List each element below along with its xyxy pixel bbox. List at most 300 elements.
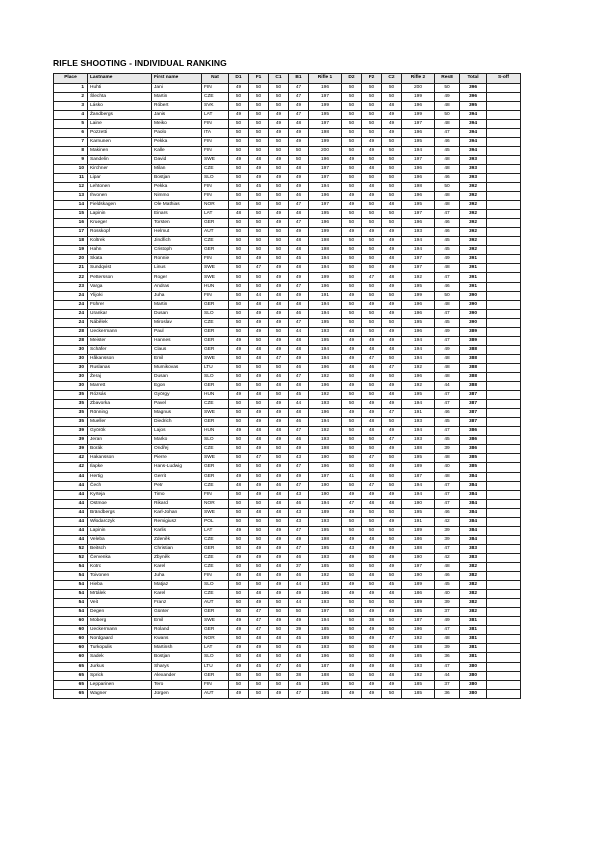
cell-f1: 49 bbox=[249, 318, 269, 327]
cell-d2: 50 bbox=[342, 572, 362, 581]
header-place: Place bbox=[54, 74, 88, 84]
cell-d1: 50 bbox=[229, 291, 249, 300]
cell-res8: 47 bbox=[435, 427, 460, 436]
cell-soff bbox=[487, 626, 521, 635]
table-row bbox=[54, 526, 521, 535]
cell-b1: 47 bbox=[289, 110, 309, 119]
cell-place: 21 bbox=[54, 264, 88, 273]
cell-res8: 45 bbox=[435, 237, 460, 246]
cell-rifle2: 195 bbox=[402, 391, 435, 400]
cell-rifle2: 199 bbox=[402, 110, 435, 119]
cell-rifle1: 193 bbox=[309, 517, 342, 526]
cell-nat: SLO bbox=[202, 373, 229, 382]
cell-b1: 48 bbox=[289, 345, 309, 354]
header-d1: D1 bbox=[229, 74, 249, 84]
cell-d1: 50 bbox=[229, 590, 249, 599]
cell-d2: 50 bbox=[342, 273, 362, 282]
table-row bbox=[54, 689, 521, 698]
cell-firstname: Mumikovas bbox=[152, 363, 202, 372]
cell-nat: SWE bbox=[202, 155, 229, 164]
cell-b1: 49 bbox=[289, 228, 309, 237]
cell-b1: 48 bbox=[289, 164, 309, 173]
cell-f2: 48 bbox=[362, 345, 382, 354]
cell-place: 44 bbox=[54, 481, 88, 490]
cell-c1: 49 bbox=[269, 400, 289, 409]
cell-f1: 50 bbox=[249, 192, 269, 201]
cell-soff bbox=[487, 553, 521, 562]
cell-place: 23 bbox=[54, 282, 88, 291]
cell-soff bbox=[487, 490, 521, 499]
cell-rifle2: 186 bbox=[402, 590, 435, 599]
cell-firstname: Bostjan bbox=[152, 653, 202, 662]
cell-b1: 49 bbox=[289, 535, 309, 544]
cell-d2: 47 bbox=[342, 499, 362, 508]
cell-rifle2: 187 bbox=[402, 617, 435, 626]
cell-f1: 50 bbox=[249, 499, 269, 508]
cell-soff bbox=[487, 101, 521, 110]
cell-nat: CZE bbox=[202, 318, 229, 327]
cell-res8: 48 bbox=[435, 635, 460, 644]
cell-rifle2: 195 bbox=[402, 508, 435, 517]
cell-soff bbox=[487, 219, 521, 228]
cell-f1: 48 bbox=[249, 354, 269, 363]
cell-f1: 48 bbox=[249, 590, 269, 599]
cell-c1: 49 bbox=[269, 336, 289, 345]
cell-place: 28 bbox=[54, 336, 88, 345]
cell-rifle1: 196 bbox=[309, 382, 342, 391]
cell-nat: FIN bbox=[202, 490, 229, 499]
cell-d2: 50 bbox=[342, 146, 362, 155]
cell-rifle1: 192 bbox=[309, 572, 342, 581]
cell-total: 385 bbox=[460, 454, 487, 463]
cell-rifle2: 192 bbox=[402, 273, 435, 282]
cell-b1: 46 bbox=[289, 499, 309, 508]
cell-rifle2: 188 bbox=[402, 445, 435, 454]
cell-d2: 49 bbox=[342, 535, 362, 544]
cell-place: 4 bbox=[54, 110, 88, 119]
table-row bbox=[54, 653, 521, 662]
cell-rifle2: 196 bbox=[402, 626, 435, 635]
cell-total: 384 bbox=[460, 481, 487, 490]
cell-c2: 50 bbox=[382, 689, 402, 698]
cell-c2: 49 bbox=[382, 400, 402, 409]
table-row bbox=[54, 119, 521, 128]
cell-c1: 50 bbox=[269, 653, 289, 662]
cell-b1: 47 bbox=[289, 373, 309, 382]
cell-rifle1: 194 bbox=[309, 300, 342, 309]
cell-rifle2: 197 bbox=[402, 562, 435, 571]
table-row bbox=[54, 173, 521, 182]
cell-rifle2: 193 bbox=[402, 228, 435, 237]
cell-res8: 40 bbox=[435, 590, 460, 599]
cell-f1: 50 bbox=[249, 363, 269, 372]
cell-b1: 47 bbox=[289, 544, 309, 553]
cell-d2: 50 bbox=[342, 391, 362, 400]
table-row bbox=[54, 544, 521, 553]
cell-firstname: Einars bbox=[152, 210, 202, 219]
cell-lastname: Ylijoki bbox=[88, 291, 152, 300]
cell-d2: 50 bbox=[342, 237, 362, 246]
cell-f1: 50 bbox=[249, 517, 269, 526]
cell-res8: 47 bbox=[435, 336, 460, 345]
cell-lastname: Žeraj bbox=[88, 373, 152, 382]
cell-total: 394 bbox=[460, 146, 487, 155]
cell-place: 28 bbox=[54, 327, 88, 336]
cell-soff bbox=[487, 418, 521, 427]
cell-lastname: Čech bbox=[88, 481, 152, 490]
cell-rifle2: 194 bbox=[402, 481, 435, 490]
cell-firstname: Pavel bbox=[152, 400, 202, 409]
cell-c2: 47 bbox=[382, 436, 402, 445]
cell-lastname: Veleba bbox=[88, 535, 152, 544]
cell-f2: 49 bbox=[362, 662, 382, 671]
cell-res8: 47 bbox=[435, 309, 460, 318]
cell-d2: 50 bbox=[342, 562, 362, 571]
cell-f2: 48 bbox=[362, 418, 382, 427]
cell-rifle1: 191 bbox=[309, 291, 342, 300]
cell-lastname: Führer bbox=[88, 300, 152, 309]
cell-f2: 49 bbox=[362, 635, 382, 644]
cell-res8: 48 bbox=[435, 562, 460, 571]
cell-d2: 50 bbox=[342, 436, 362, 445]
cell-f1: 50 bbox=[249, 336, 269, 345]
table-header bbox=[54, 74, 521, 84]
cell-firstname: Egon bbox=[152, 382, 202, 391]
cell-nat: CZE bbox=[202, 92, 229, 101]
cell-f1: 47 bbox=[249, 608, 269, 617]
cell-f1: 45 bbox=[249, 662, 269, 671]
cell-d2: 49 bbox=[342, 490, 362, 499]
cell-total: 393 bbox=[460, 155, 487, 164]
table-row bbox=[54, 354, 521, 363]
cell-lastname: Jurkus bbox=[88, 662, 152, 671]
table-row bbox=[54, 553, 521, 562]
cell-soff bbox=[487, 237, 521, 246]
cell-c2: 50 bbox=[382, 526, 402, 535]
cell-d2: 50 bbox=[342, 626, 362, 635]
cell-place: 19 bbox=[54, 246, 88, 255]
cell-total: 386 bbox=[460, 436, 487, 445]
cell-rifle2: 194 bbox=[402, 400, 435, 409]
cell-c1: 49 bbox=[269, 581, 289, 590]
table-row bbox=[54, 309, 521, 318]
cell-rifle1: 198 bbox=[309, 128, 342, 137]
cell-rifle1: 194 bbox=[309, 418, 342, 427]
cell-c1: 49 bbox=[269, 173, 289, 182]
cell-firstname: Miroslav bbox=[152, 318, 202, 327]
cell-f2: 50 bbox=[362, 671, 382, 680]
cell-c1: 46 bbox=[269, 481, 289, 490]
cell-c2: 50 bbox=[382, 418, 402, 427]
cell-d2: 50 bbox=[342, 219, 362, 228]
cell-res8: 48 bbox=[435, 300, 460, 309]
cell-c1: 48 bbox=[269, 300, 289, 309]
cell-c2: 50 bbox=[382, 137, 402, 146]
cell-d1: 50 bbox=[229, 219, 249, 228]
cell-f1: 50 bbox=[249, 472, 269, 481]
cell-f1: 50 bbox=[249, 101, 269, 110]
cell-total: 392 bbox=[460, 201, 487, 210]
cell-b1: 48 bbox=[289, 246, 309, 255]
cell-nat: FIN bbox=[202, 146, 229, 155]
cell-res8: 48 bbox=[435, 264, 460, 273]
header-rifle1: Rifle 1 bbox=[309, 74, 342, 84]
cell-b1: 45 bbox=[289, 680, 309, 689]
cell-soff bbox=[487, 562, 521, 571]
cell-f2: 47 bbox=[362, 273, 382, 282]
cell-c2: 50 bbox=[382, 572, 402, 581]
cell-c1: 48 bbox=[269, 562, 289, 571]
cell-total: 391 bbox=[460, 282, 487, 291]
cell-place: 30 bbox=[54, 382, 88, 391]
cell-d2: 49 bbox=[342, 155, 362, 164]
cell-soff bbox=[487, 137, 521, 146]
cell-total: 381 bbox=[460, 626, 487, 635]
cell-d2: 50 bbox=[342, 210, 362, 219]
cell-soff bbox=[487, 92, 521, 101]
table-row bbox=[54, 128, 521, 137]
cell-d2: 50 bbox=[342, 671, 362, 680]
cell-c1: 50 bbox=[269, 680, 289, 689]
cell-d2: 41 bbox=[342, 472, 362, 481]
cell-d2: 48 bbox=[342, 327, 362, 336]
cell-c1: 49 bbox=[269, 264, 289, 273]
cell-rifle1: 196 bbox=[309, 409, 342, 418]
cell-lastname: Lásko bbox=[88, 101, 152, 110]
cell-res8: 49 bbox=[435, 92, 460, 101]
cell-place: 13 bbox=[54, 192, 88, 201]
table-body bbox=[54, 83, 521, 698]
cell-f1: 48 bbox=[249, 653, 269, 662]
cell-d1: 50 bbox=[229, 544, 249, 553]
cell-f2: 50 bbox=[362, 445, 382, 454]
cell-rifle1: 194 bbox=[309, 345, 342, 354]
cell-total: 394 bbox=[460, 128, 487, 137]
cell-soff bbox=[487, 599, 521, 608]
table-row bbox=[54, 644, 521, 653]
cell-c1: 50 bbox=[269, 626, 289, 635]
table-row bbox=[54, 436, 521, 445]
cell-f2: 47 bbox=[362, 454, 382, 463]
table-row bbox=[54, 201, 521, 210]
cell-total: 396 bbox=[460, 83, 487, 92]
cell-f2: 50 bbox=[362, 246, 382, 255]
cell-f2: 50 bbox=[362, 562, 382, 571]
cell-soff bbox=[487, 300, 521, 309]
cell-nat: SWE bbox=[202, 273, 229, 282]
cell-soff bbox=[487, 255, 521, 264]
cell-soff bbox=[487, 354, 521, 363]
cell-res8: 47 bbox=[435, 499, 460, 508]
cell-c2: 47 bbox=[382, 409, 402, 418]
cell-firstname: Janis bbox=[152, 110, 202, 119]
cell-rifle1: 198 bbox=[309, 246, 342, 255]
table-row bbox=[54, 363, 521, 372]
cell-firstname: David bbox=[152, 155, 202, 164]
cell-c2: 48 bbox=[382, 201, 402, 210]
cell-rifle2: 195 bbox=[402, 454, 435, 463]
cell-soff bbox=[487, 544, 521, 553]
cell-c1: 48 bbox=[269, 490, 289, 499]
cell-f2: 48 bbox=[362, 183, 382, 192]
cell-firstname: Sharys bbox=[152, 662, 202, 671]
cell-f2: 48 bbox=[362, 427, 382, 436]
cell-lastname: Moberg bbox=[88, 617, 152, 626]
cell-place: 9 bbox=[54, 155, 88, 164]
table-row bbox=[54, 382, 521, 391]
cell-res8: 47 bbox=[435, 391, 460, 400]
cell-total: 394 bbox=[460, 110, 487, 119]
table-row bbox=[54, 345, 521, 354]
cell-res8: 37 bbox=[435, 608, 460, 617]
cell-d2: 49 bbox=[342, 590, 362, 599]
cell-b1: 47 bbox=[289, 83, 309, 92]
cell-place: 24 bbox=[54, 291, 88, 300]
cell-f2: 48 bbox=[362, 472, 382, 481]
cell-rifle1: 200 bbox=[309, 146, 342, 155]
cell-b1: 47 bbox=[289, 201, 309, 210]
cell-lastname: Ueckermann bbox=[88, 626, 152, 635]
cell-d1: 50 bbox=[229, 400, 249, 409]
cell-rifle2: 193 bbox=[402, 662, 435, 671]
cell-f1: 49 bbox=[249, 409, 269, 418]
cell-firstname: Gerrit bbox=[152, 472, 202, 481]
cell-total: 394 bbox=[460, 119, 487, 128]
header-f2: F2 bbox=[362, 74, 382, 84]
cell-res8: 49 bbox=[435, 617, 460, 626]
cell-f2: 50 bbox=[362, 644, 382, 653]
cell-f2: 49 bbox=[362, 544, 382, 553]
cell-total: 382 bbox=[460, 599, 487, 608]
cell-total: 388 bbox=[460, 345, 487, 354]
cell-firstname: Roland bbox=[152, 626, 202, 635]
cell-nat: CZE bbox=[202, 400, 229, 409]
header-res8: Res8 bbox=[435, 74, 460, 84]
table-row bbox=[54, 83, 521, 92]
cell-f1: 48 bbox=[249, 508, 269, 517]
cell-total: 382 bbox=[460, 608, 487, 617]
cell-soff bbox=[487, 400, 521, 409]
cell-c1: 49 bbox=[269, 119, 289, 128]
cell-res8: 47 bbox=[435, 400, 460, 409]
cell-soff bbox=[487, 164, 521, 173]
cell-firstname: Juha bbox=[152, 291, 202, 300]
cell-rifle2: 199 bbox=[402, 92, 435, 101]
table-row bbox=[54, 662, 521, 671]
cell-c1: 49 bbox=[269, 345, 289, 354]
cell-rifle2: 190 bbox=[402, 499, 435, 508]
cell-lastname: Kirchner bbox=[88, 164, 152, 173]
cell-d2: 50 bbox=[342, 418, 362, 427]
cell-c2: 49 bbox=[382, 327, 402, 336]
cell-place: 54 bbox=[54, 608, 88, 617]
table-row bbox=[54, 137, 521, 146]
cell-total: 384 bbox=[460, 499, 487, 508]
cell-firstname: Zbyněk bbox=[152, 553, 202, 562]
table-row bbox=[54, 599, 521, 608]
cell-f2: 50 bbox=[362, 508, 382, 517]
cell-d2: 50 bbox=[342, 517, 362, 526]
cell-c1: 48 bbox=[269, 499, 289, 508]
cell-d2: 50 bbox=[342, 128, 362, 137]
cell-nat: FIN bbox=[202, 572, 229, 581]
cell-nat: AUT bbox=[202, 689, 229, 698]
cell-f1: 50 bbox=[249, 146, 269, 155]
cell-rifle2: 185 bbox=[402, 689, 435, 698]
cell-c1: 50 bbox=[269, 327, 289, 336]
cell-c1: 48 bbox=[269, 382, 289, 391]
cell-c1: 49 bbox=[269, 689, 289, 698]
cell-c2: 50 bbox=[382, 508, 402, 517]
cell-b1: 38 bbox=[289, 671, 309, 680]
cell-res8: 49 bbox=[435, 255, 460, 264]
cell-d2: 50 bbox=[342, 183, 362, 192]
cell-soff bbox=[487, 391, 521, 400]
cell-firstname: Linus bbox=[152, 264, 202, 273]
table-row bbox=[54, 680, 521, 689]
ranking-table bbox=[53, 73, 521, 699]
cell-d1: 50 bbox=[229, 354, 249, 363]
cell-rifle1: 199 bbox=[309, 101, 342, 110]
header-f1: F1 bbox=[249, 74, 269, 84]
cell-rifle1: 196 bbox=[309, 155, 342, 164]
cell-nat: SWE bbox=[202, 617, 229, 626]
table-row bbox=[54, 273, 521, 282]
cell-firstname: Meiko bbox=[152, 119, 202, 128]
cell-soff bbox=[487, 427, 521, 436]
cell-total: 387 bbox=[460, 418, 487, 427]
cell-firstname: Emil bbox=[152, 617, 202, 626]
cell-total: 380 bbox=[460, 671, 487, 680]
cell-nat: FIN bbox=[202, 83, 229, 92]
cell-lastname: Ruslanas bbox=[88, 363, 152, 372]
cell-b1: 43 bbox=[289, 517, 309, 526]
cell-lastname: Györök bbox=[88, 427, 152, 436]
cell-res8: 47 bbox=[435, 481, 460, 490]
cell-c1: 48 bbox=[269, 635, 289, 644]
cell-total: 391 bbox=[460, 273, 487, 282]
cell-lastname: Hahn bbox=[88, 246, 152, 255]
cell-b1: 49 bbox=[289, 445, 309, 454]
cell-b1: 46 bbox=[289, 192, 309, 201]
cell-f1: 50 bbox=[249, 228, 269, 237]
cell-d2: 49 bbox=[342, 553, 362, 562]
cell-rifle2: 195 bbox=[402, 318, 435, 327]
cell-f1: 48 bbox=[249, 572, 269, 581]
cell-f2: 50 bbox=[362, 119, 382, 128]
cell-c1: 50 bbox=[269, 608, 289, 617]
cell-firstname: Hans-Ludwig bbox=[152, 463, 202, 472]
table-row bbox=[54, 608, 521, 617]
cell-rifle1: 188 bbox=[309, 671, 342, 680]
cell-d1: 50 bbox=[229, 237, 249, 246]
cell-b1: 43 bbox=[289, 508, 309, 517]
cell-firstname: Jindřich bbox=[152, 237, 202, 246]
cell-d1: 49 bbox=[229, 83, 249, 92]
cell-total: 380 bbox=[460, 680, 487, 689]
cell-c1: 49 bbox=[269, 472, 289, 481]
table-row bbox=[54, 635, 521, 644]
cell-place: 54 bbox=[54, 581, 88, 590]
table-row bbox=[54, 183, 521, 192]
cell-rifle2: 185 bbox=[402, 680, 435, 689]
cell-d2: 50 bbox=[342, 526, 362, 535]
cell-c2: 50 bbox=[382, 472, 402, 481]
cell-b1: 47 bbox=[289, 689, 309, 698]
cell-d1: 49 bbox=[229, 391, 249, 400]
cell-d1: 50 bbox=[229, 201, 249, 210]
cell-lastname: Jeran bbox=[88, 436, 152, 445]
